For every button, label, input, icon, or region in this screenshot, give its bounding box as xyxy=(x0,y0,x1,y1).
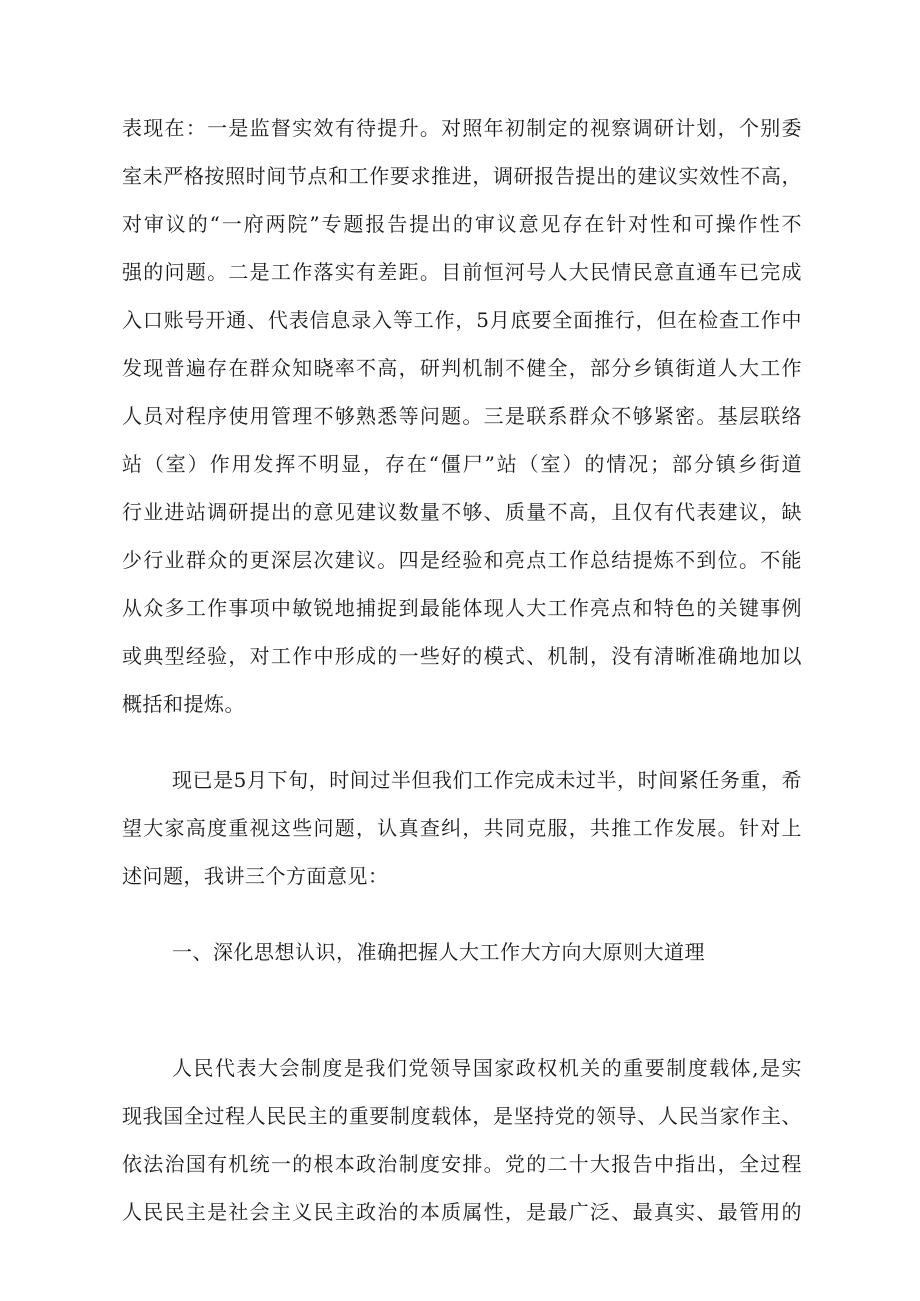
text-line: 室未严格按照时间节点和工作要求推进，调研报告提出的建议实效性不高， xyxy=(122,164,802,188)
text-line: 站（室）作用发挥不明显，存在“僵尸”站（室）的情况；部分镇乡街道 xyxy=(122,452,802,476)
section-heading xyxy=(122,928,802,976)
paragraph-system xyxy=(122,1044,802,1236)
text-line: 依法治国有机统一的根本政治制度安排。党的二十大报告中指出，全过程 xyxy=(122,1152,802,1176)
text-line: 望大家高度重视这些问题，认真查纠，共同克服，共推工作发展。针对上 xyxy=(122,816,802,840)
text-line: 概括和提炼。 xyxy=(122,692,245,716)
text-line: 入口账号开通、代表信息录入等工作，5月底要全面推行，但在检查工作中 xyxy=(122,308,802,332)
text-line: 从众多工作事项中敏锐地捕捉到最能体现人大工作亮点和特色的关键事例 xyxy=(122,596,802,620)
text-line: 发现普遍存在群众知晓率不高，研判机制不健全，部分乡镇街道人大工作 xyxy=(122,356,802,380)
text-line: 人民民主是社会主义民主政治的本质属性，是最广泛、最真实、最管用的 xyxy=(122,1200,802,1224)
text-line: 对审议的“一府两院”专题报告提出的审议意见存在针对性和可操作性不 xyxy=(122,212,802,236)
text-line: 行业进站调研提出的意见建议数量不够、质量不高，且仅有代表建议，缺 xyxy=(122,500,802,524)
text-line: 现已是5月下旬，时间过半但我们工作完成未过半，时间紧任务重，希 xyxy=(172,768,802,792)
paragraph-problems xyxy=(122,104,802,728)
text-line: 表现在：一是监督实效有待提升。对照年初制定的视察调研计划，个别委 xyxy=(122,116,802,140)
text-line: 人民代表大会制度是我们党领导国家政权机关的重要制度载体,是实 xyxy=(172,1056,802,1080)
text-line: 少行业群众的更深层次建议。四是经验和亮点工作总结提炼不到位。不能 xyxy=(122,548,802,572)
paragraph-timeline xyxy=(122,756,802,900)
text-line: 人员对程序使用管理不够熟悉等问题。三是联系群众不够紧密。基层联络 xyxy=(122,404,802,428)
text-line: 述问题，我讲三个方面意见： xyxy=(122,864,389,888)
heading-text: 一、深化思想认识，准确把握人大工作大方向大原则大道理 xyxy=(172,940,705,964)
text-line: 强的问题。二是工作落实有差距。目前恒河号人大民情民意直通车已完成 xyxy=(122,260,802,284)
text-line: 或典型经验，对工作中形成的一些好的模式、机制，没有清晰准确地加以 xyxy=(122,644,802,668)
text-line: 现我国全过程人民民主的重要制度载体，是坚持党的领导、人民当家作主、 xyxy=(122,1104,802,1128)
